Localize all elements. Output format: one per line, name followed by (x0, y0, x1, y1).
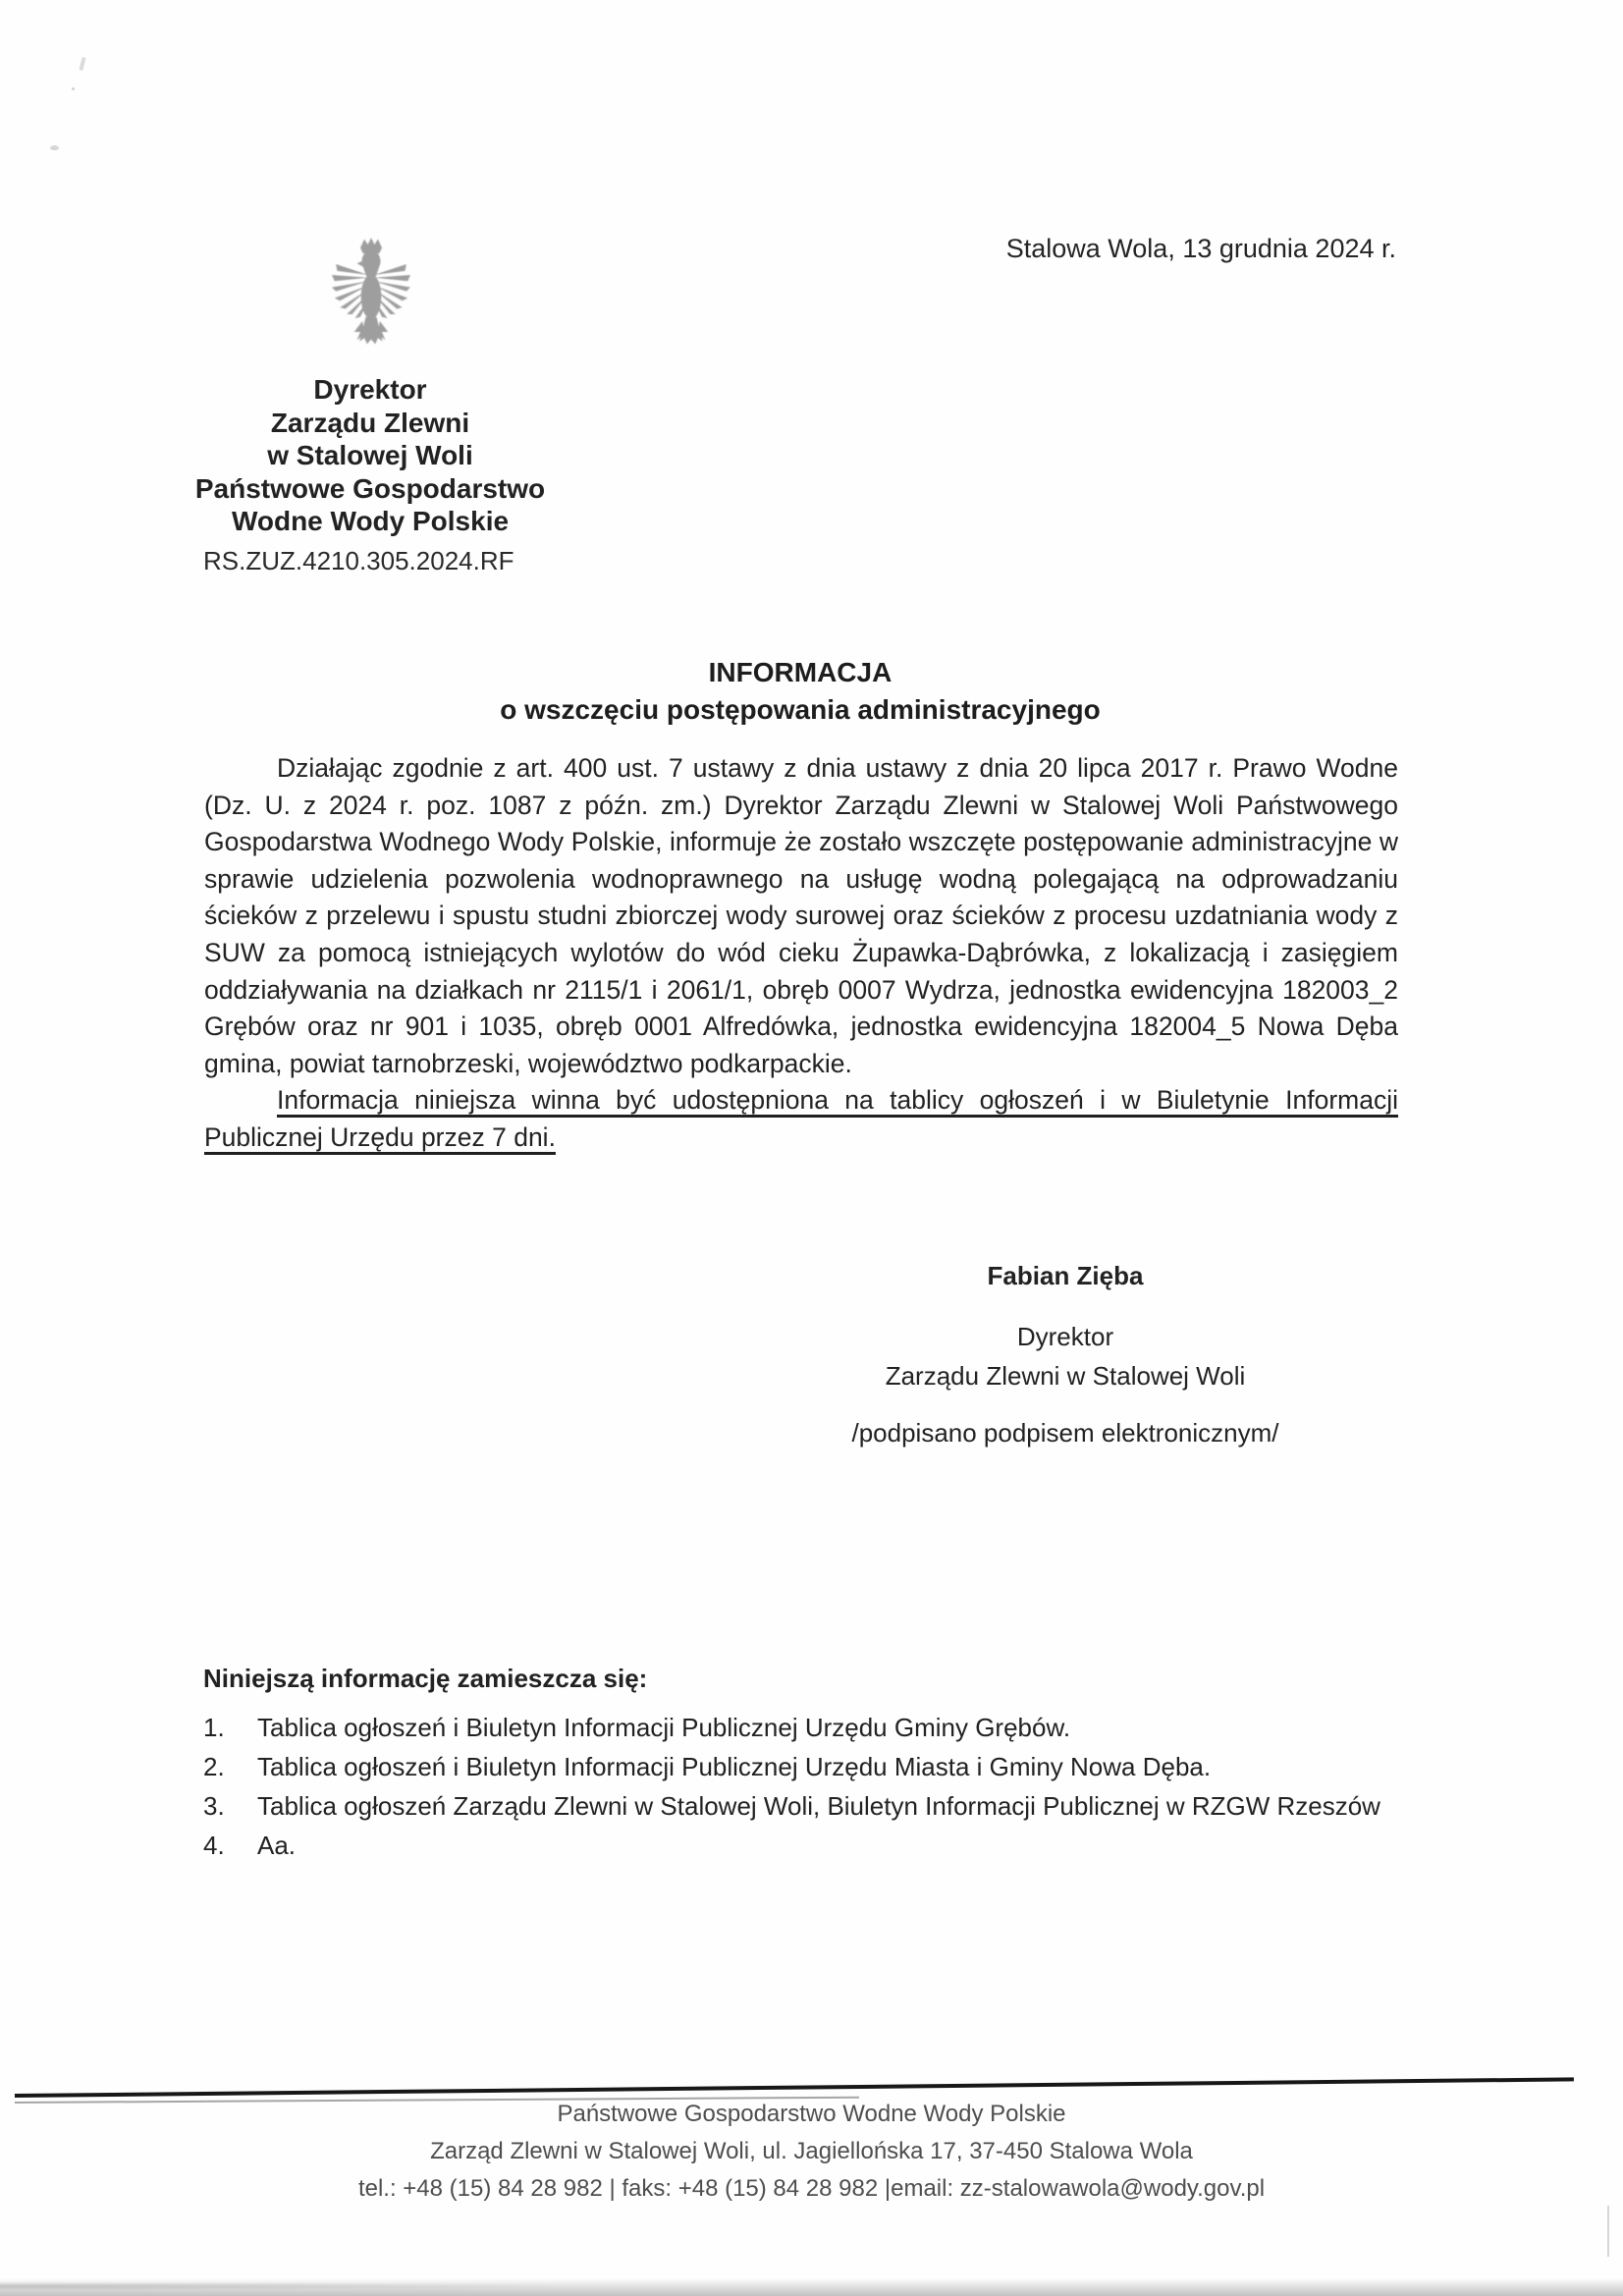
list-item-number: 2. (203, 1752, 225, 1781)
sender-line: w Stalowej Woli (267, 440, 473, 470)
body-paragraph: Działając zgodnie z art. 400 ust. 7 ustawy z dnia ustawy z dnia 20 lipca 2017 r. Prawo Wodne (Dz. U. z 2024 r. poz. 1087 z późn. zm.) Dyrektor Zarządu Zlewni w Stalowej Woli Państwowego Gospodarstwa Wodnego Wody Polskie, informuje że zostało wszczęte postępowanie administracyjne w sprawie udzielenia pozwolenia wodnoprawnego na usługę wodną polegającą na odprowadzaniu ścieków z przelewu i spustu studni zbiorczej wody surowej oraz ścieków z procesu uzdatniania wody z SUW za pomocą istniejących wylotów do wód cieku Żupawka-Dąbrówka, z lokalizacją i zasięgiem oddziaływania na działkach nr 2115/1 i 2061/1, obręb 0007 Wydrza, jednostka ewidencyjna 182003_2 Grębów oraz nr 901 i 1035, obręb 0001 Alfredówka, jednostka ewidencyjna 182004_5 Nowa Dęba gmina, powiat tarnobrzeski, województwo podkarpackie. (204, 753, 1398, 1078)
footer-org-line: Państwowe Gospodarstwo Wodne Wody Polskie (557, 2101, 1066, 2127)
document-title-line1: INFORMACJA (708, 657, 893, 687)
list-item-number: 4. (203, 1831, 225, 1860)
signer-name: Fabian Zięba (987, 1261, 1144, 1290)
scan-edge-shadow (0, 2282, 550, 2290)
list-item-number: 1. (203, 1713, 225, 1742)
distribution-heading: Niniejszą informację zamieszcza się: (203, 1664, 648, 1693)
list-item-text: Aa. (257, 1831, 297, 1860)
signature-block (820, 1259, 1311, 1449)
list-item (203, 1786, 1440, 1826)
polish-eagle-crest-icon (312, 236, 430, 371)
document-title-line2: o wszczęciu postępowania administracyjnego (500, 694, 1101, 725)
footer (0, 2102, 1623, 2214)
scan-artifact (50, 145, 59, 150)
footer-divider (15, 2077, 1574, 2098)
scan-artifact (72, 87, 75, 90)
sender-line: Zarządu Zlewni (270, 407, 470, 438)
list-item (203, 1708, 1440, 1747)
body-paragraph-underlined: Informacja niniejsza winna być udostępniona na tablicy ogłoszeń i w Biuletynie Informacji Publicznej Urzędu przez 7 dni. (204, 1085, 1398, 1152)
list-item-text: Tablica ogłoszeń i Biuletyn Informacji Publicznej Urzędu Gminy Grębów. (257, 1713, 1071, 1742)
footer-contact-line: tel.: +48 (15) 84 28 982 | faks: +48 (15) 84 28 982 |email: zz-stalowawola@wody.gov.pl (357, 2175, 1266, 2202)
scan-edge-line (1607, 2206, 1609, 2257)
document-title (204, 654, 1396, 729)
sender-line: Dyrektor (313, 374, 427, 405)
date-line: Stalowa Wola, 13 grudnia 2024 r. (1005, 234, 1396, 263)
list-item (203, 1747, 1440, 1786)
list-item-number: 3. (203, 1791, 225, 1821)
list-item-text: Tablica ogłoszeń i Biuletyn Informacji Publicznej Urzędu Miasta i Gminy Nowa Dęba. (257, 1752, 1212, 1781)
reference-number: RS.ZUZ.4210.305.2024.RF (203, 546, 514, 575)
body-text (204, 750, 1398, 1157)
sender-block (154, 373, 586, 538)
list-item-text: Tablica ogłoszeń Zarządu Zlewni w Stalowej Woli, Biuletyn Informacji Publicznej w RZGW Rzeszów (257, 1791, 1380, 1821)
distribution-list (203, 1664, 1440, 1865)
signer-role-line1: Dyrektor (1016, 1322, 1114, 1351)
scan-artifact (79, 57, 85, 72)
footer-address-line: Zarząd Zlewni w Stalowej Woli, ul. Jagiellońska 17, 37-450 Stalowa Wola (430, 2138, 1193, 2164)
electronic-signature-note: /podpisano podpisem elektronicznym/ (851, 1418, 1279, 1448)
signer-role-line2: Zarządu Zlewni w Stalowej Woli (885, 1361, 1246, 1391)
list-item (203, 1826, 1440, 1865)
sender-line: Państwowe Gospodarstwo (194, 472, 546, 504)
sender-line: Wodne Wody Polskie (231, 506, 510, 536)
